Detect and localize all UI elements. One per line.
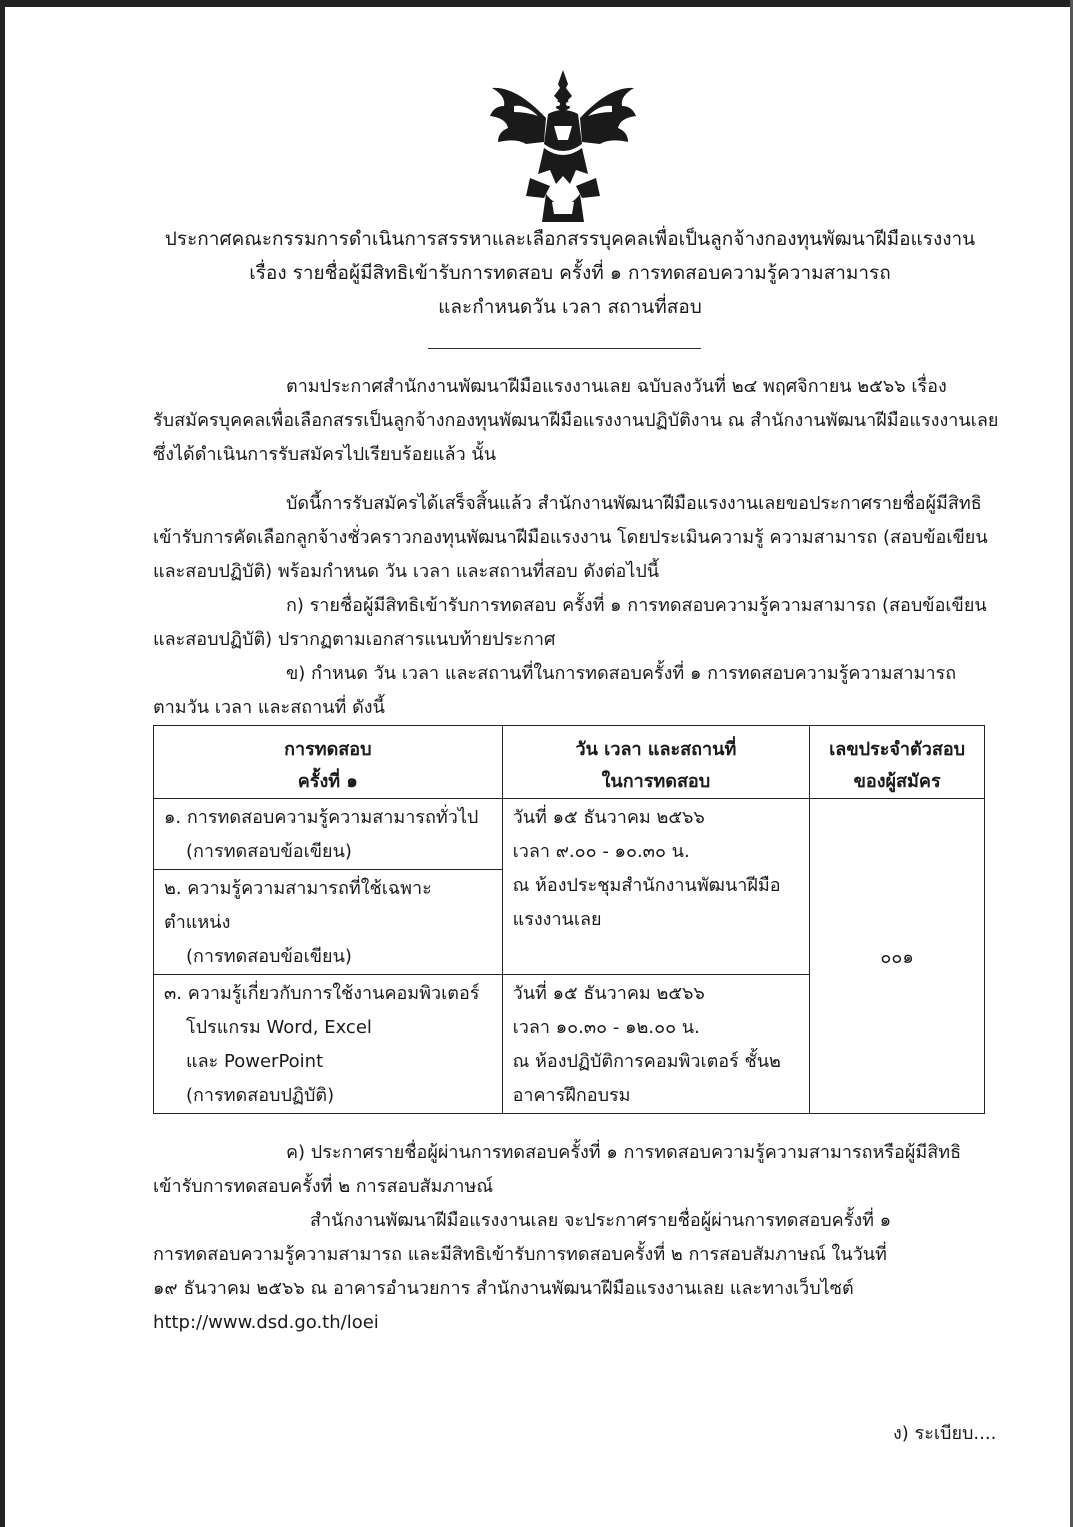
row-1-2-datetime-line-1: วันที่ ๑๕ ธันวาคม ๒๕๖๖ [512, 807, 705, 828]
row-1-2-datetime-line-3: ณ ห้องประชุมสำนักงานพัฒนาฝีมือ [512, 875, 781, 896]
table-header-row [154, 726, 985, 799]
row-1-2-datetime-line-4: แรงงานเลย [512, 909, 602, 930]
row-1-2-datetime-line-2: เวลา ๙.๐๐ - ๑๐.๓๐ น. [512, 841, 690, 862]
header-exam-id-line-1: เลขประจำตัวสอบ [829, 739, 966, 760]
header-datetime-line-2: ในการทดสอบ [601, 771, 711, 792]
website-link[interactable]: http://www.dsd.go.th/loei [153, 1312, 379, 1333]
exam-schedule-table [153, 725, 985, 1114]
title-divider [428, 348, 701, 349]
row-1-test-line-2: (การทดสอบข้อเขียน) [186, 841, 352, 862]
paragraph-2-line-3: และสอบปฏิบัติ) พร้อมกำหนด วัน เวลา และสถานที่สอบ ดังต่อไปนี้ [153, 561, 660, 582]
header-exam-id-line-2: ของผู้สมัคร [853, 771, 941, 792]
garuda-emblem-icon [486, 66, 640, 226]
row-1-test [154, 799, 503, 870]
header-datetime-line-1: วัน เวลา และสถานที่ [575, 739, 737, 760]
row-2-test [154, 870, 503, 975]
title-line-2: เรื่อง รายชื่อผู้มีสิทธิเข้ารับการทดสอบ ครั้งที่ ๑ การทดสอบความรู้ความสามารถ [249, 262, 891, 284]
paragraph-1-line-3: ซึ่งได้ดำเนินการรับสมัครไปเรียบร้อยแล้ว นั้น [153, 444, 497, 465]
header-test-line-2: ครั้งที่ ๑ [297, 771, 358, 792]
row-3-test-line-1: ๓. ความรู้เกี่ยวกับการใช้งานคอมพิวเตอร์ [164, 983, 480, 1004]
paragraph-1-line-1: ตามประกาศสำนักงานพัฒนาฝีมือแรงงานเลย ฉบับลงวันที่ ๒๔ พฤศจิกายน ๒๕๖๖ เรื่อง [286, 376, 947, 397]
header-exam-id [810, 726, 985, 799]
title-line-3: และกำหนดวัน เวลา สถานที่สอบ [438, 296, 702, 318]
paragraph-d-line-3: ๑๙ ธันวาคม ๒๕๖๖ ณ อาคารอำนวยการ สำนักงานพัฒนาฝีมือแรงงานเลย และทางเว็บไซต์ [153, 1278, 854, 1299]
row-3-test-line-4: (การทดสอบปฏิบัติ) [186, 1085, 335, 1106]
row-2-test-line-1: ๒. ความรู้ความสามารถที่ใช้เฉพาะตำแหน่ง [164, 878, 432, 933]
paragraph-1-line-2: รับสมัครบุคคลเพื่อเลือกสรรเป็นลูกจ้างกองทุนพัฒนาฝีมือแรงงานปฏิบัติงาน ณ สำนักงานพัฒนาฝีมือแรงงานเลย [153, 410, 999, 431]
paragraph-d-line-1: สำนักงานพัฒนาฝีมือแรงงานเลย จะประกาศรายชื่อผู้ผ่านการทดสอบครั้งที่ ๑ [310, 1210, 892, 1231]
paragraph-2-line-1: บัดนี้การรับสมัครได้เสร็จสิ้นแล้ว สำนักงานพัฒนาฝีมือแรงงานเลยขอประกาศรายชื่อผู้มีสิทธิ [286, 493, 982, 514]
row-3-test-line-2: โปรแกรม Word, Excel [186, 1017, 372, 1038]
table-row [154, 799, 985, 870]
row-3-datetime-line-4: อาคารฝึกอบรม [512, 1085, 631, 1106]
item-c-line-1: ค) ประกาศรายชื่อผู้ผ่านการทดสอบครั้งที่ ๑ การทดสอบความรู้ความสามารถหรือผู้มีสิทธิ [286, 1142, 962, 1163]
scan-edge-left [0, 0, 5, 1527]
row-3-datetime-line-1: วันที่ ๑๕ ธันวาคม ๒๕๖๖ [512, 983, 705, 1004]
item-a-line-2: และสอบปฏิบัติ) ปรากฏตามเอกสารแนบท้ายประกาศ [153, 629, 556, 650]
row-3-test [154, 975, 503, 1114]
row-1-2-datetime [502, 799, 810, 975]
scan-edge-top [0, 0, 1073, 7]
exam-id-cell [810, 799, 985, 1114]
item-c-line-2: เข้ารับการทดสอบครั้งที่ ๒ การสอบสัมภาษณ์ [153, 1176, 494, 1197]
header-datetime [502, 726, 810, 799]
paragraph-d-line-2: การทดสอบความรู้ความสามารถ และมีสิทธิเข้ารับการทดสอบครั้งที่ ๒ การสอบสัมภาษณ์ ในวันที่ [153, 1244, 887, 1265]
continuation-note: ง) ระเบียบ.... [893, 1423, 997, 1444]
row-3-test-line-3: และ PowerPoint [186, 1051, 324, 1072]
header-test [154, 726, 503, 799]
header-test-line-1: การทดสอบ [284, 739, 372, 760]
row-2-test-line-2: (การทดสอบข้อเขียน) [186, 946, 352, 967]
row-3-datetime-line-3: ณ ห้องปฏิบัติการคอมพิวเตอร์ ชั้น๒ [512, 1051, 781, 1072]
paragraph-2-line-2: เข้ารับการคัดเลือกลูกจ้างชั่วคราวกองทุนพัฒนาฝีมือแรงงาน โดยประเมินความรู้ ความสามารถ (สอบข้อเขียน [153, 527, 988, 548]
title-line-1: ประกาศคณะกรรมการดำเนินการสรรหาและเลือกสรรบุคคลเพื่อเป็นลูกจ้างกองทุนพัฒนาฝีมือแรงงาน [164, 228, 976, 250]
item-b-line-2: ตามวัน เวลา และสถานที่ ดังนี้ [153, 697, 385, 718]
row-1-test-line-1: ๑. การทดสอบความรู้ความสามารถทั่วไป [164, 807, 479, 828]
exam-id-value: ๐๐๑ [880, 946, 914, 968]
item-a-line-1: ก) รายชื่อผู้มีสิทธิเข้ารับการทดสอบ ครั้งที่ ๑ การทดสอบความรู้ความสามารถ (สอบข้อเขียน [286, 595, 987, 616]
row-3-datetime-line-2: เวลา ๑๐.๓๐ - ๑๒.๐๐ น. [512, 1017, 700, 1038]
row-3-datetime [502, 975, 810, 1114]
item-b-line-1: ข) กำหนด วัน เวลา และสถานที่ในการทดสอบครั้งที่ ๑ การทดสอบความรู้ความสามารถ [286, 663, 957, 684]
